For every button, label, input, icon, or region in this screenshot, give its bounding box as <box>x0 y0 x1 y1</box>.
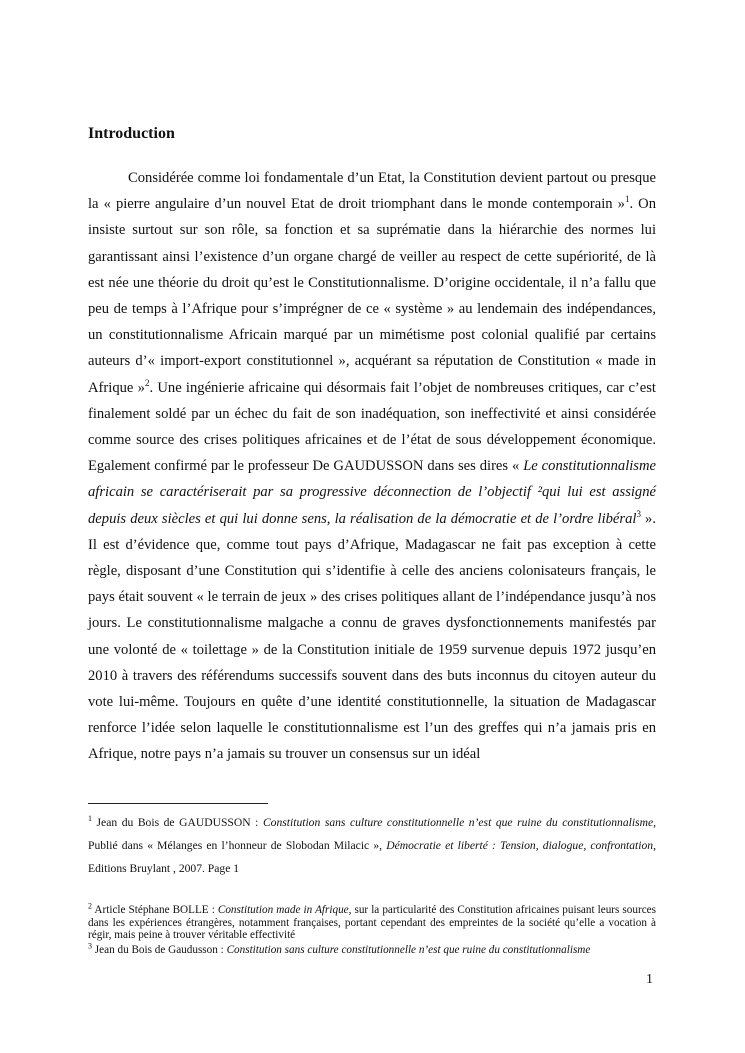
text-segment-3: . Une ingénierie africaine qui désormais fait l’objet de nombreuses critiques, car c’est finalement soldé par un échec du fait de son inadéquation, son ineffectivité et ainsi considérée comme source des crises politiques africaines et de l’état de sous développement économique. Egalement confirmé par le professeur De GAUDUSSON dans ses dires « <box>88 379 656 475</box>
footnote-2-work: Constitution made in Afrique, <box>217 904 352 916</box>
footnote-1-author: Jean du Bois de GAUDUSSON : <box>92 816 263 829</box>
footnote-3 <box>88 941 656 957</box>
footnote-3-work: Constitution sans culture constitutionnelle n’est que ruine du constitutionnalisme <box>226 944 591 956</box>
page-number: 1 <box>646 972 653 987</box>
paragraph-text <box>88 165 656 768</box>
text-segment-4: ». Il est d’évidence que, comme tout pays d’Afrique, Madagascar ne fait pas exception à cette règle, disposant d’une Constitution qui s’identifie à celle des anciens colonisateurs français, le pays était souvent « le terrain de jeux » des crises politiques allant de l’indépendance jusqu’à nos jours. Le constitutionnalisme malgache a connu de graves dysfonctionnements manifestés par une volonté de « toilettage » de la Constitution initiale de 1959 survenue depuis 1972 jusqu’en 2010 à travers des référendums successifs souvent dans des buts inconnus du citoyen auteur du vote lui-même. Toujours en quête d’une identité constitutionnelle, la situation de Madagascar renforce l’idée selon laquelle le constitutionnalisme est l’un des greffes qui n’a jamais pris en Afrique, notre pays n’a jamais su trouver un consensus sur un idéal <box>88 510 657 763</box>
footnote-ref-2[interactable]: 2 <box>144 377 150 388</box>
introduction-paragraph <box>88 165 656 768</box>
text-segment-1: Considérée comme loi fondamentale d’un Etat, la Constitution devient partout ou presque la « pierre angulaire d’un nouvel Etat de droit triomphant dans le monde contemporain » <box>88 170 656 213</box>
footnote-1-work: Constitution sans culture constitutionnelle n’est que ruine du constitutionnalisme <box>262 816 654 829</box>
footnote-3-author: Jean du Bois de Gaudusson : <box>92 944 227 956</box>
footnote-2-number: 2 <box>88 901 92 911</box>
footnote-2-rest: sur la particularité des Constitution africaines puisant leurs sources dans les expériences étrangères, notamment françaises, portant cependant des empreintes de la société qu’elle a vocation à régir, mais peine à trouver véritable effectivité <box>88 904 656 942</box>
footnote-1 <box>88 811 656 880</box>
footnote-1-end: , Editions Bruylant , 2007. Page 1 <box>88 839 656 875</box>
footnote-ref-3[interactable]: 3 <box>636 508 641 519</box>
footnote-2 <box>88 901 656 942</box>
footnote-3-number: 3 <box>88 941 92 951</box>
gaudusson-quote: Le constitutionnalisme africain se caractériserait par sa progressive déconnection de l’objectif ²qui lui est assigné depuis deux siècles et qui lui donne sens, la réalisation de la démocratie et de l’ordre libéral <box>88 458 656 527</box>
footnote-separator <box>88 803 268 804</box>
text-segment-2: . On insiste surtout sur son rôle, sa fonction et sa suprématie dans la hiérarchie des normes lui garantissant ainsi l’existence d’un organe chargé de veiller au respect de cette supériorité, de là est née une théorie du droit qu’est le Constitutionnalisme. D’origine occidentale, il n’a fallu que peu de temps à l’Afrique pour s’imprégner de ce « système » au lendemain des indépendances, un constitutionnalisme Africain marqué par un mimétisme post colonial qualifié par certains auteurs d’« import-export constitutionnel », acquérant sa réputation de Constitution « made in Afrique » <box>88 196 657 396</box>
footnote-ref-1[interactable]: 1 <box>624 194 630 205</box>
footnote-1-work2: Démocratie et liberté : Tension, dialogue, confrontation <box>386 839 654 852</box>
footnote-1-mid: , Publié dans « Mélanges en l’honneur de Slobodan Milacic », <box>88 816 656 852</box>
section-heading: Introduction <box>88 125 175 142</box>
footnote-2-author: Article Stéphane BOLLE : <box>92 904 218 916</box>
footnote-1-number: 1 <box>88 814 92 824</box>
